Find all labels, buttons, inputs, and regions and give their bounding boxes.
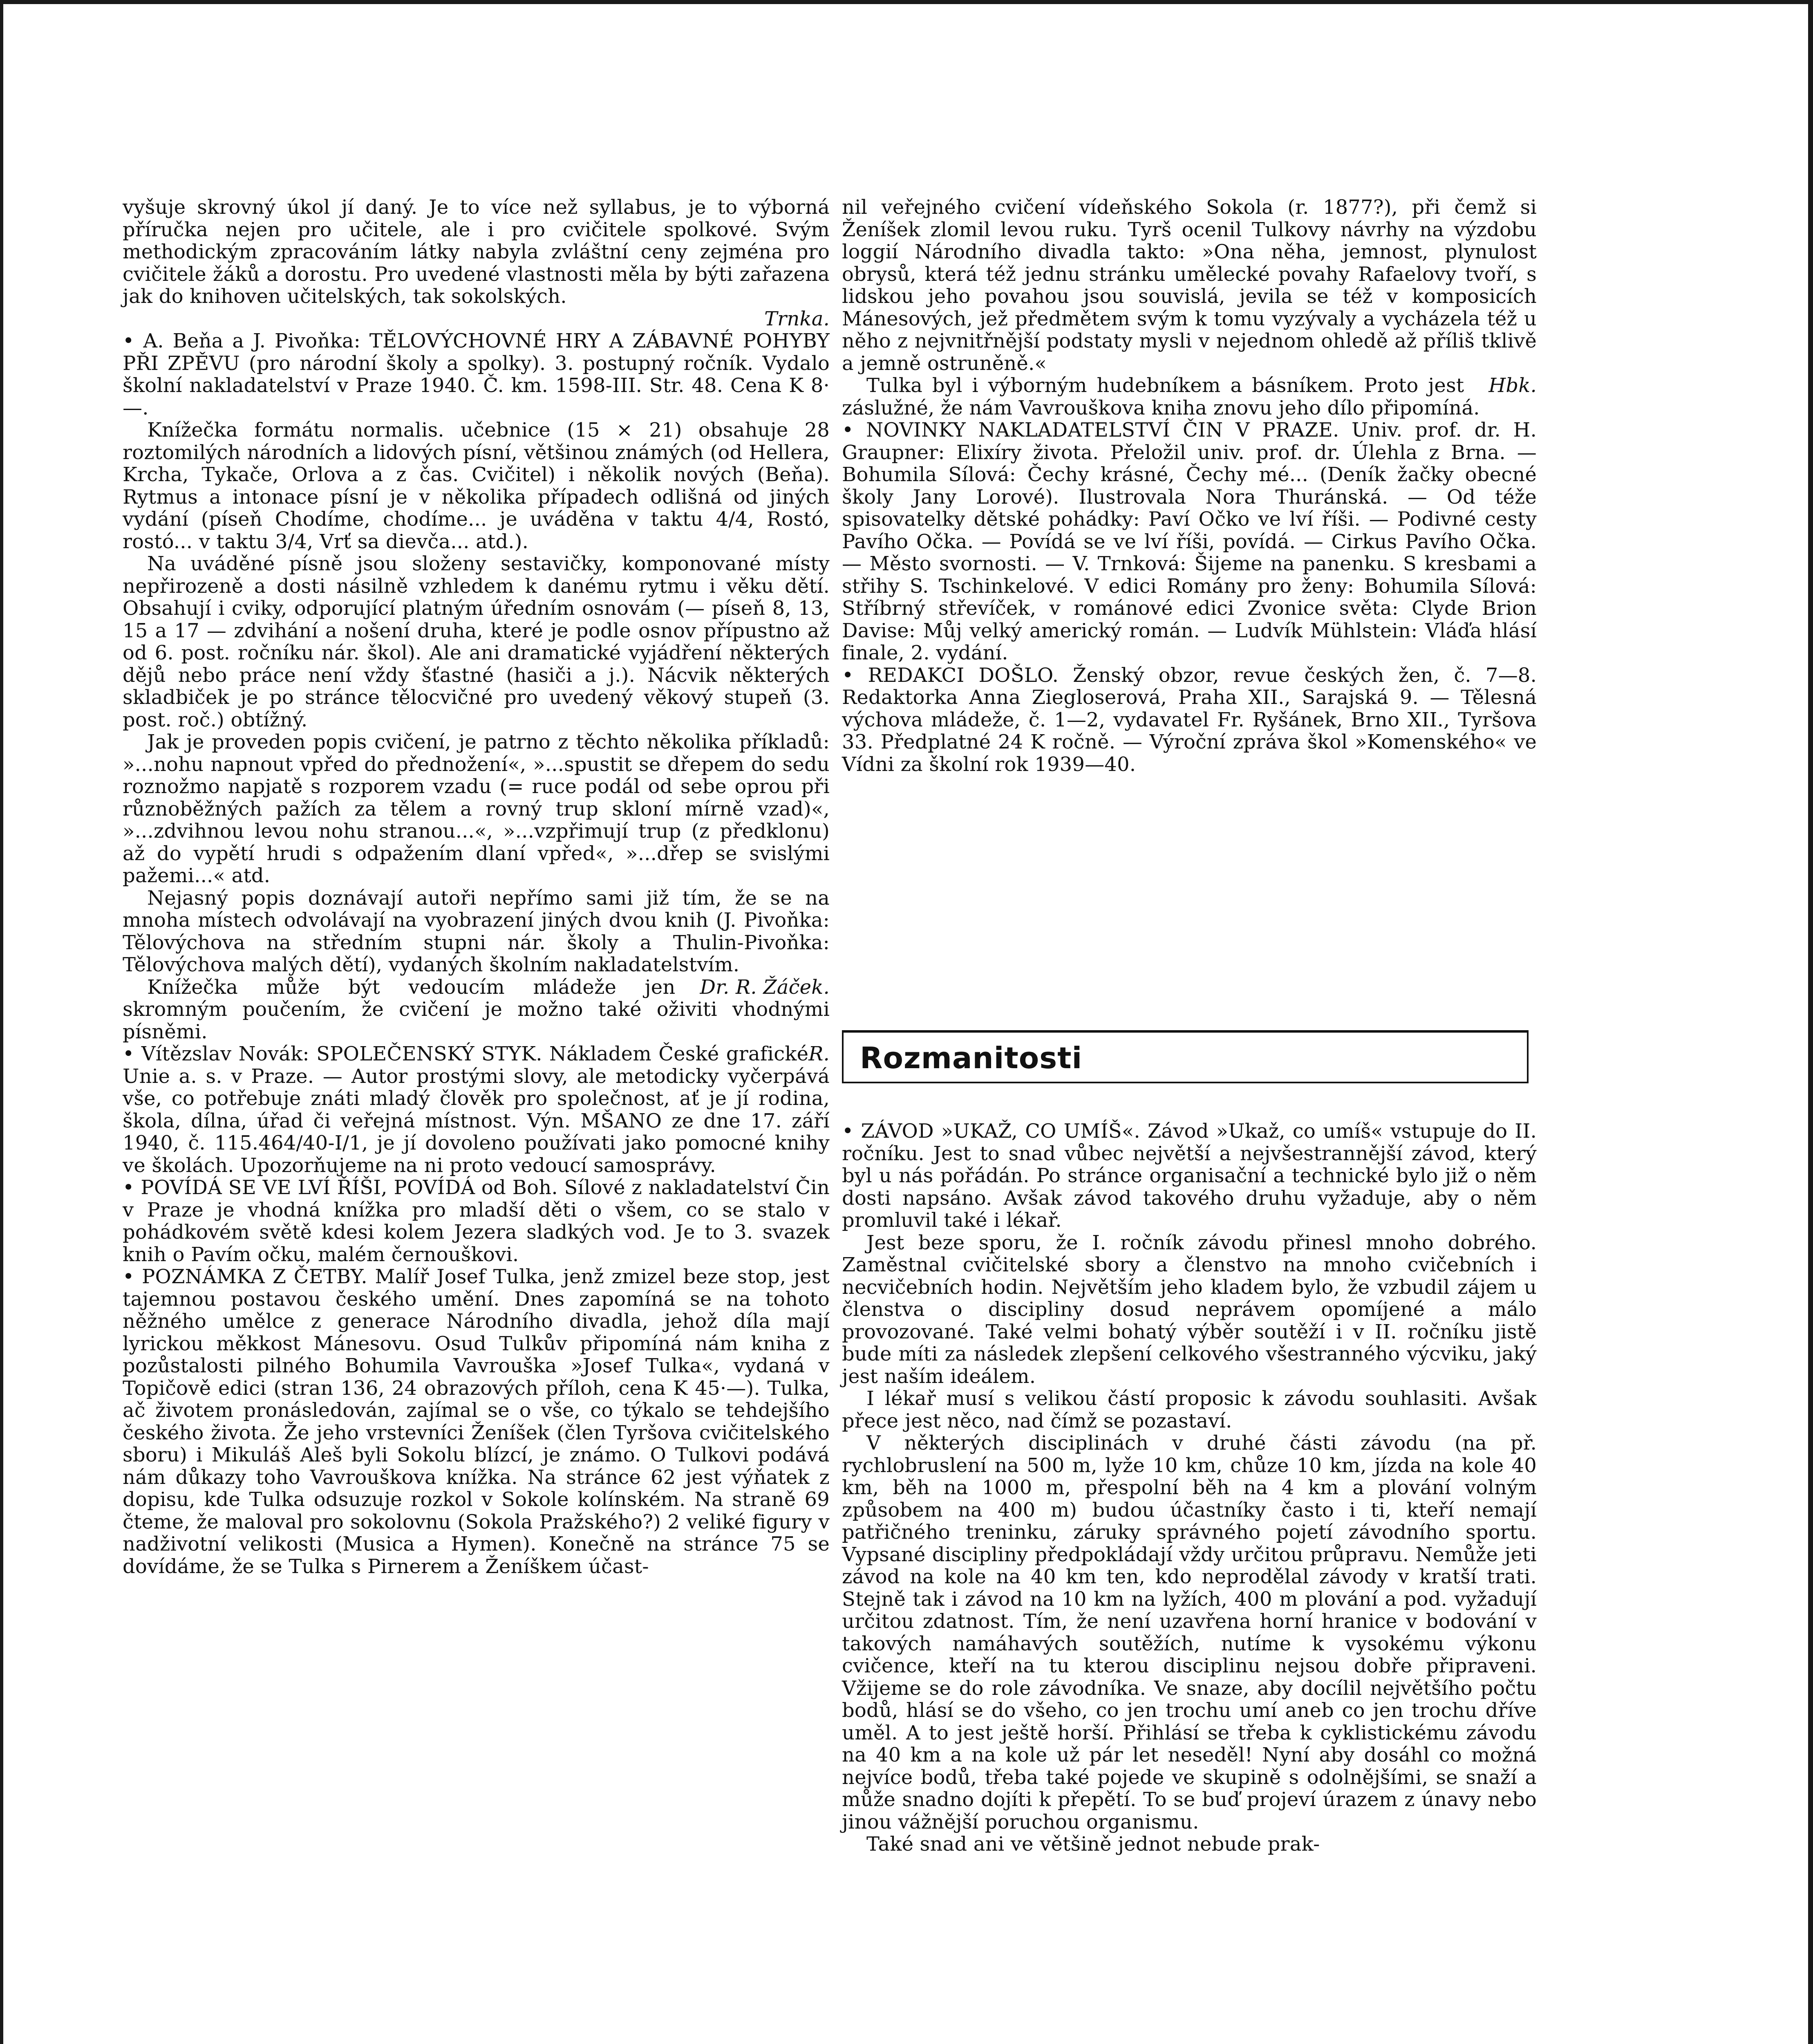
notice-paragraph [123,1177,830,1266]
notice-paragraph [123,330,830,419]
paragraph [123,196,830,308]
signature: Dr. R. Žáček. [700,975,830,999]
left-column [123,196,830,1578]
paragraph-text: Knížečka formátu normalis. učebnice (15 × 21) obsahuje 28 roztomilých národních a lidových písní, většinou známých (od Hellera, Krcha, Tykače, Orlova a z čas. Cvičitel) i několik nových (Beňa). Rytmus a intonace písní je v několika případech odlišná od jiných vydání (píseň Chodíme, chodíme... je uváděna v taktu 4/4, Rostó, rostó... v taktu 3/4, Vrť sa dievča... atd.). [123,419,830,553]
notice-paragraph [842,1120,1537,1232]
signature: Trnka. [764,307,830,330]
signature: Hbk. [1488,374,1537,397]
paragraph [123,419,830,553]
section-heading: Rozmanitosti [860,1041,1083,1075]
paragraph-text: REDAKCI DOŠLO. Ženský obzor, revue českých žen, č. 7—8. Redaktorka Anna Ziegloserová, Praha XII., Sarajská 9. — Tělesná výchova mládeže, č. 1—2, vydavatel Fr. Ryšánek, Brno XII., Tyršova 33. Předplatné 24 K ročně. — Výroční zpráva škol »Komenského« ve Vídni za školní rok 1939—40. [842,663,1537,776]
paragraph-text: vyšuje skrovný úkol jí daný. Je to více než syllabus, je to výborná příručka nejen pro učitele, ale i pro cvičitele spolkové. Svým methodickým zpracováním látky nabyla zvláštní ceny zejména pro cvičitele žáků a dorostu. Pro uvedené vlastnosti měla by býti zařazena jak do knihoven učitelských, tak sokolských. [123,196,830,308]
paragraph [123,553,830,731]
paragraph-text: Vítězslav Novák: SPOLEČENSKÝ STYK. Nákladem České grafické Unie a. s. v Praze. — Autor prostými slovy, ale metodicky vyčerpává vše, co potřebuje znáti mladý člověk pro společnost, ať je jí rodina, škola, dílna, úřad či veřejná místnost. Výn. MŠANO ze dne 17. září 1940, č. 115.464/40-I/1, je jí dovoleno používati jako pomocné knihy ve školách. Upozorňujeme na ni proto vedoucí samosprávy. [123,1042,830,1177]
paragraph-text: V některých disciplinách v druhé části závodu (na př. rychlobruslení na 500 m, lyže 10 km, chůze 10 km, jízda na kole 40 km, běh na 1000 m, přespolní běh na 4 km a plování volným způsobem na 400 m) budou účastníky často i ti, kteří nemají patřičného treninku, záruky správného pojetí závodního sportu. Vypsané discipliny předpokládají vždy určitou průpravu. Nemůže jeti závod na kole na 40 km ten, kdo neprodělal závody v kratší trati. Stejně tak i závod na 10 km na lyžích, 400 m plování a pod. vyžadují určitou zdatnost. Tím, že není uzavřena horní hranice v bodování v takových namáhavých soutěžích, nutíme k vysokému výkonu cvičence, kteří na tu kterou disciplinu nejsou dobře připraveni. Vžijeme se do role závodníka. Ve snaze, aby docílil největšího počtu bodů, hlásí se do všeho, co jen trochu umí aneb co jen trochu dříve uměl. A to jest ještě horší. Přihlásí se třeba k cyklistickému závodu na 40 km a na kole už pár let neseděl! Nyní aby dosáhl co možná nejvíce bodů, třeba také pojede ve skupině s odolnějšími, se snaží a může snadno dojíti k přepětí. To se buď projeví úrazem z únavy nebo jinou vážnější poruchou organismu. [842,1432,1537,1833]
right-column-top [842,196,1537,775]
notice-paragraph [123,1266,830,1578]
paragraph-text: Na uváděné písně jsou složeny sestavičky, komponované místy nepřirozeně a dosti násilně vzhledem k danému rytmu i věku dětí. Obsahují i cviky, odporující platným úředním osnovám (— píseň 8, 13, 15 a 17 — zdvihání a nošení druha, které je podle osnov přípustno až od 6. post. ročníku nár. škol). Ale ani dramatické vyjádření některých dějů nebo práce není vždy šťastné (hasiči a j.). Nácvik některých skladbiček je po stránce tělocvičné pro uvedený věkový stupeň (3. post. roč.) obtížný. [123,552,830,731]
right-column-bottom [842,1120,1537,1856]
signature: • R. [808,1042,830,1065]
paragraph-text: Také snad ani ve většině jednot nebude prak- [866,1833,1320,1856]
paragraph-text: A. Beňa a J. Pivoňka: TĚLOVÝCHOVNÉ HRY A ZÁBAVNÉ POHYBY PŘI ZPĚVU (pro národní školy a spolky). 3. postupný ročník. Vydalo školní nakladatelství v Praze 1940. Č. km. 1598-III. Str. 48. Cena K 8·—. [123,329,830,419]
paragraph [842,196,1537,374]
notice-paragraph [123,1043,830,1177]
notice-paragraph [842,664,1537,776]
paragraph [842,1432,1537,1833]
paragraph-text: Nejasný popis doznávají autoři nepřímo sami již tím, že se na mnoha místech odvolávají na vyobrazení jiných dvou knih (J. Pivoňka: Tělovýchova na středním stupni nár. školy a Thulin-Pivoňka: Tělovýchova malých dětí), vydaných školním nakladatelstvím. [123,886,830,976]
paragraph-text: ZÁVOD »UKAŽ, CO UMÍŠ«. Závod »Ukaž, co umíš« vstupuje do II. ročníku. Jest to snad vůbec největší a nejvšestrannější závod, který byl u nás pořádán. Po stránce organisační a technické bylo již o něm dosti napsáno. Avšak závod takového druhu vyžaduje, aby o něm promluvil také i lékař. [842,1120,1537,1232]
paragraph-text: Knížečka může být vedoucím mládeže jen skromným poučením, že cvičení je možno také oživiti vhodnými písněmi. [123,975,830,1043]
paragraph [123,887,830,976]
paragraph [842,1232,1537,1388]
paragraph-text: Tulka byl i výborným hudebníkem a básníkem. Proto jest záslužné, že nám Vavrouškova kniha znovu jeho dílo připomíná. [842,374,1480,419]
paragraph-text: nil veřejného cvičení vídeňského Sokola (r. 1877?), při čemž si Ženíšek zlomil levou ruku. Tyrš ocenil Tulkovy návrhy na výzdobu loggií Národního divadla takto: »Ona něha, jemnost, plynulost obrysů, která též jednu stránku umělecké povahy Rafaelovy tvoří, s lidskou jeho povahou jsou souvislá, jevila se též v komposicích Mánesových, jež předmětem svým k tomu vyzývaly a vycházela též u něho z nejvnitřnější podstaty mysli v nejednom ohledě až příliš tklivě a jemně ostruněně.« [842,196,1537,375]
paragraph-text: NOVINKY NAKLADATELSTVÍ ČIN V PRAZE. Univ. prof. dr. H. Graupner: Elixíry života. Přeložil univ. prof. dr. Úlehla z Brna. — Bohumila Sílová: Čechy krásné, Čechy mé... (Deník žačky obecné školy Jany Lorové). Ilustrovala Nora Thuránská. — Od téže spisovatelky dětské pohádky: Paví Očko ve lví říši. — Podivné cesty Pavího Očka. — Povídá se ve lví říši, povídá. — Cirkus Pavího Očka. — Město svornosti. — V. Trnková: Šijeme na panenku. S kresbami a střihy S. Tschinkelové. V edici Romány pro ženy: Bohumila Sílová: Stříbrný střevíček, v románové edici Zvonice světa: Clyde Brion Davise: Můj velký americký román. — Ludvík Mühlstein: Vláďa hlásí finale, 2. vydání. [842,419,1537,664]
section-heading-box [842,1030,1529,1083]
paragraph [842,1833,1537,1856]
paragraph-text: Jest beze sporu, že I. ročník závodu přinesl mnoho dobrého. Zaměstnal cvičitelské sbory a členstvo na mnoho cvičebních i necvičebních hodin. Největším jeho kladem bylo, že vzbudil zájem u členstva o discipliny dosud neprávem opomíjené a málo provozované. Také velmi bohatý výběr soutěží i v II. ročníku jistě bude míti za následek zlepšení celkového všestranného výcviku, jaký jest naším ideálem. [842,1231,1537,1388]
paragraph [123,976,830,1043]
paragraph [842,1387,1537,1432]
paragraph-text: I lékař musí s velikou částí proposic k závodu souhlasiti. Avšak přece jest něco, nad čímž se pozastaví. [842,1387,1537,1432]
paragraph [842,374,1537,419]
notice-paragraph [842,419,1537,664]
paragraph-text: Jak je proveden popis cvičení, je patrno z těchto několika příkladů: »...nohu napnout vpřed do přednožení«, »...spustit se dřepem do sedu roznožmo napjatě s rozporem vzadu (= ruce podál od sebe oprou při různoběžných pažích za tělem a rovný trup skloní mírně vzad)«, »...zdvihnou levou nohu stranou...«, »...vzpřimují trup (z předklonu) až do vypětí hrudi s odpažením dlaní vpřed«, »...dřep se svislými pažemi...« atd. [123,731,830,887]
paragraph-text: POVÍDÁ SE VE LVÍ ŘÍŠI, POVÍDÁ od Boh. Sílové z nakladatelství Čin v Praze je vhodná knížka pro mladší děti o všem, co se stalo v pohádkovém světě kdesi kolem Jezera sladkých vod. Je to 3. svazek knih o Pavím očku, malém černouškovi. [123,1176,830,1266]
paragraph [123,731,830,887]
paragraph-text: POZNÁMKA Z ČETBY. Malíř Josef Tulka, jenž zmizel beze stop, jest tajemnou postavou českého umění. Dnes zapomíná se na tohoto něžného umělce z generace Národního divadla, jehož díla mají lyrickou měkkost Mánesovu. Osud Tulkův připomíná nám kniha z pozůstalosti pilného Bohumila Vavrouška »Josef Tulka«, vydaná v Topičově edici (stran 136, 24 obrazových příloh, cena K 45·—). Tulka, ač životem pronásledován, zajímal se o vše, co týkalo se tehdejšího českého života. Že jeho vrstevníci Ženíšek (člen Tyršova cvičitelského sboru) i Mikuláš Aleš byli Sokolu blízcí, je známo. O Tulkovi podává nám důkazy toho Vavrouškova knížka. Na stránce 62 jest výňatek z dopisu, kde Tulka odsuzuje rozkol v Sokole kolínském. Na straně 69 čteme, že maloval pro sokolovnu (Sokola Pražského?) 2 veliké figury v nadživotní velikosti (Musica a Hymen). Konečně na stránce 75 se dovídáme, že se Tulka s Pirnerem a Ženíškem účast- [123,1265,830,1578]
